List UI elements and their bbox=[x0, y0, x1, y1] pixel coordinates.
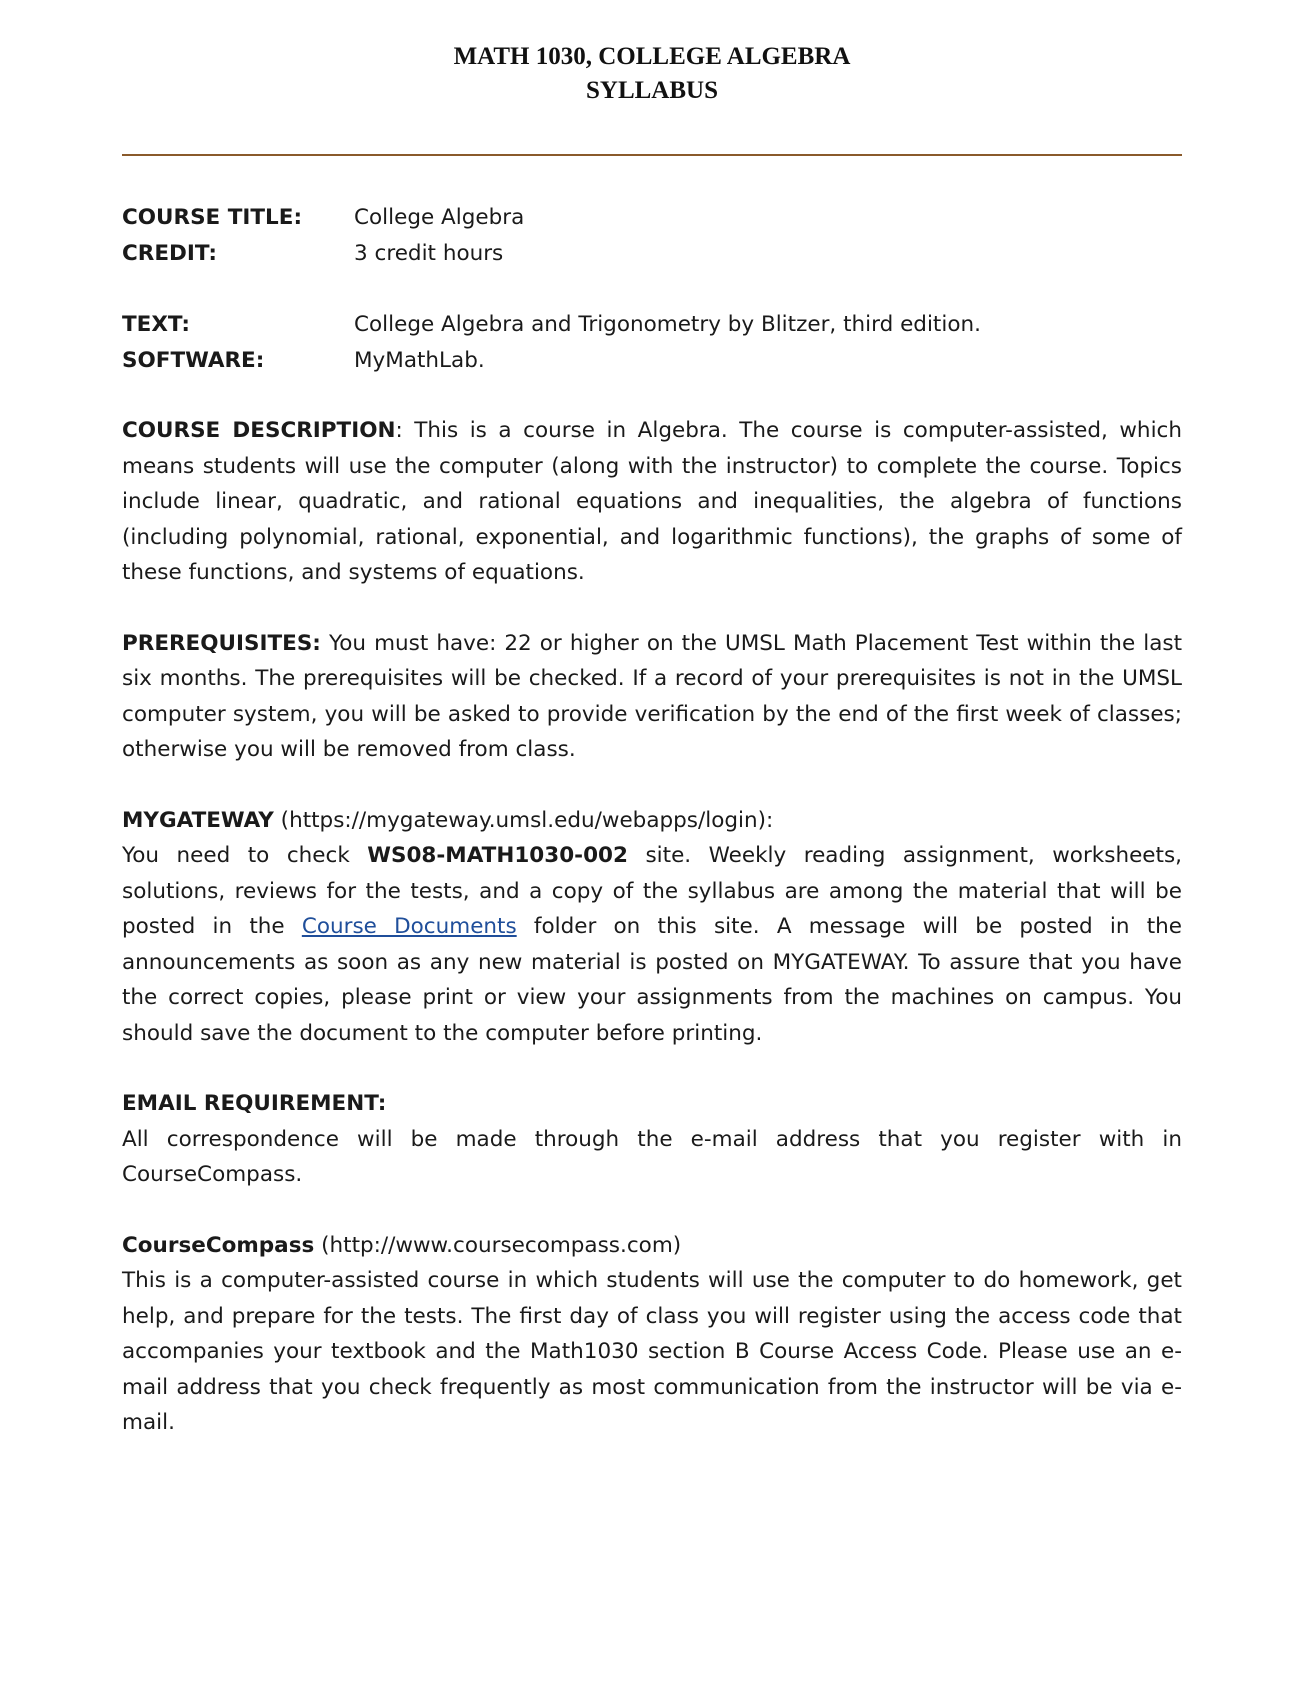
course-description-section bbox=[122, 413, 1182, 591]
title-divider bbox=[122, 154, 1182, 156]
software-value: MyMathLab. bbox=[354, 347, 485, 373]
prerequisites-heading: PREREQUISITES: bbox=[122, 630, 321, 656]
title-line-2: SYLLABUS bbox=[586, 77, 718, 104]
credit-row bbox=[122, 236, 1182, 272]
course-title-label: COURSE TITLE: bbox=[122, 205, 303, 230]
course-description-body: : This is a course in Algebra. The course is computer-assisted, which means students will use the computer (along with the instructor) to complete the course. Topics include linear, quadratic, and rational equations and inequalities, the algebra of functions (including polynomial, rational, exponential, and logarithmic functions), the graphs of some of these functions, and systems of equations. bbox=[122, 418, 1182, 585]
email-requirement-heading: EMAIL REQUIREMENT: bbox=[122, 1091, 387, 1116]
text-value: College Algebra and Trigonometry by Blitzer, third edition. bbox=[354, 312, 981, 337]
coursecompass-heading-line bbox=[122, 1228, 1182, 1264]
mygateway-body-part-2: site. Weekly reading assignment, worksheets, solutions, reviews for the tests, and a copy of the syllabus are among the material that will be posted in the bbox=[122, 843, 1182, 939]
document-title bbox=[122, 40, 1182, 108]
text-row bbox=[122, 307, 1182, 343]
course-title-value: College Algebra bbox=[354, 205, 525, 230]
software-row bbox=[122, 343, 1182, 379]
mygateway-heading-line bbox=[122, 803, 1182, 839]
mygateway-section bbox=[122, 803, 1182, 1052]
credit-value: 3 credit hours bbox=[354, 240, 504, 266]
prerequisites-section bbox=[122, 626, 1182, 768]
course-info-block-2 bbox=[122, 307, 1182, 378]
title-line-1: MATH 1030, COLLEGE ALGEBRA bbox=[453, 43, 851, 70]
course-documents-link[interactable]: Course Documents bbox=[301, 914, 517, 939]
syllabus-page bbox=[122, 40, 1182, 1441]
coursecompass-url: (http://www.coursecompass.com) bbox=[314, 1232, 682, 1258]
course-info-block-1 bbox=[122, 200, 1182, 271]
coursecompass-section bbox=[122, 1228, 1182, 1441]
coursecompass-body: This is a computer-assisted course in which students will use the computer to do homework, get help, and prepare for the tests. The first day of class you will register using the access code that accompanies your textbook and the Math1030 section B Course Access Code. Please use an e-mail address that you check frequently as most communication from the instructor will be via e-mail. bbox=[122, 1268, 1182, 1435]
software-label: SOFTWARE: bbox=[122, 347, 265, 373]
course-description-heading: COURSE DESCRIPTION bbox=[122, 418, 396, 443]
email-requirement-section bbox=[122, 1086, 1182, 1193]
coursecompass-heading: CourseCompass bbox=[122, 1232, 315, 1258]
mygateway-heading: MYGATEWAY bbox=[122, 807, 274, 833]
prerequisites-body: You must have: 22 or higher on the UMSL Math Placement Test within the last six months. The prerequisites will be checked. If a record of your prerequisites is not in the UMSL computer system, you will be asked to provide verification by the end of the first week of classes; otherwise you will be removed from class. bbox=[122, 630, 1182, 762]
mygateway-url: (https://mygateway.umsl.edu/webapps/login): bbox=[273, 807, 774, 833]
text-label: TEXT: bbox=[122, 312, 191, 337]
email-requirement-body: All correspondence will be made through the e-mail address that you register with in CourseCompass. bbox=[122, 1126, 1182, 1187]
credit-label: CREDIT: bbox=[122, 240, 217, 266]
course-title-row bbox=[122, 200, 1182, 236]
mygateway-body-part-1: You need to check bbox=[122, 843, 368, 868]
mygateway-site-code: WS08-MATH1030-002 bbox=[367, 843, 628, 868]
mygateway-body bbox=[122, 838, 1182, 1051]
mygateway-body-part-3: folder on this site. A message will be posted in the announcements as soon as any new material is posted on MYGATEWAY. To assure that you have the correct copies, please print or view your assignments from the machines on campus. You should save the document to the computer before printing. bbox=[122, 914, 1182, 1046]
